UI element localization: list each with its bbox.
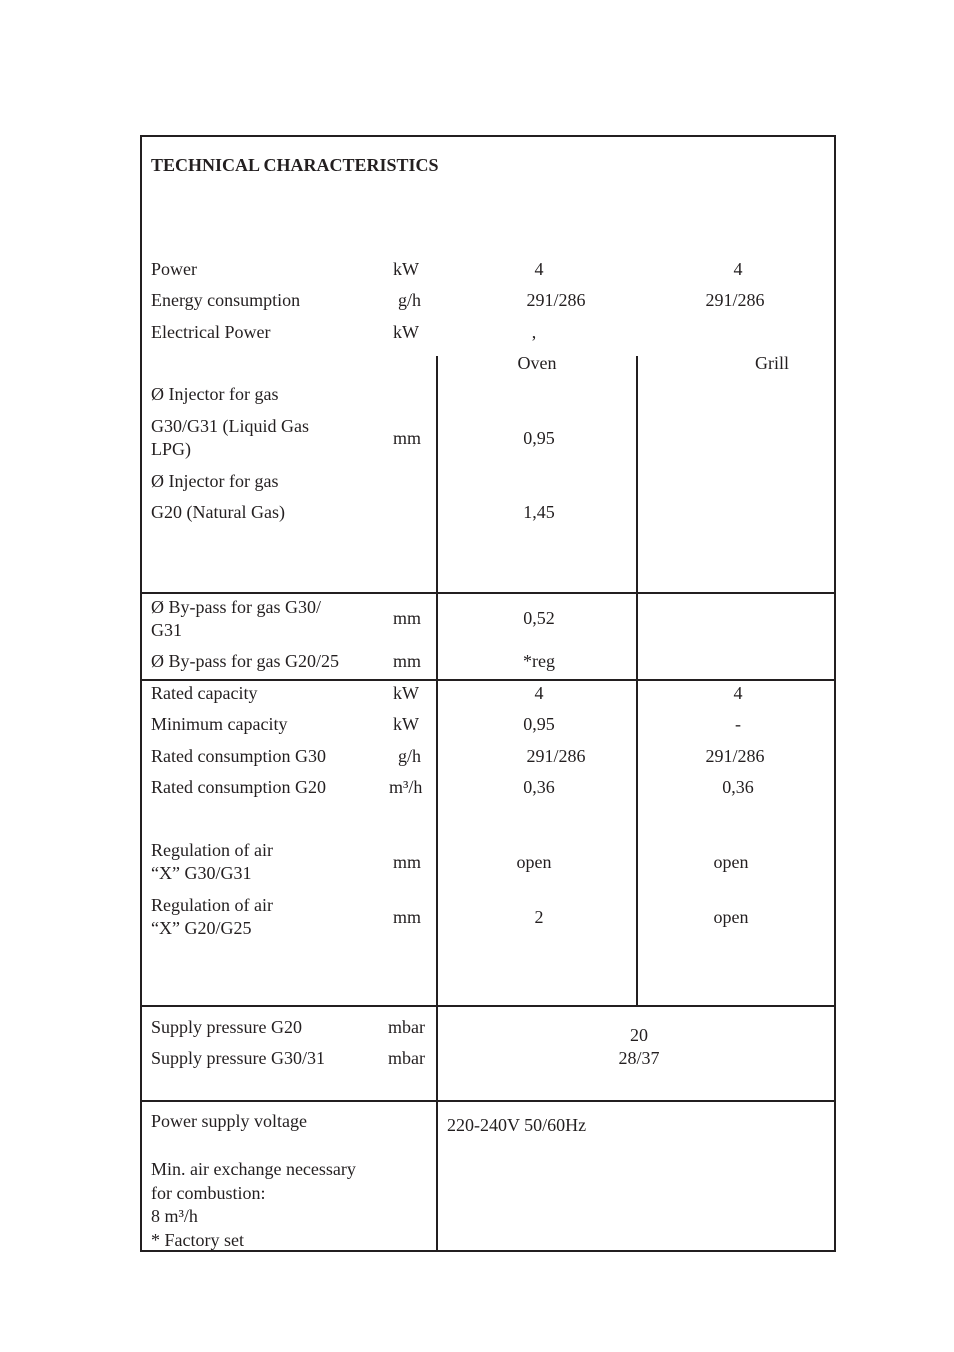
column-divider-middle <box>636 356 638 1006</box>
supply-g20-unit: mbar <box>388 1017 425 1037</box>
electrical-value: , <box>531 322 537 342</box>
air-g20-label-1: Regulation of air <box>151 895 273 915</box>
air-g20-grill: open <box>713 907 749 927</box>
power-label: Power <box>151 259 197 279</box>
air-g20-label-2: “X” G20/G25 <box>151 918 252 938</box>
bypass-g20-label: Ø By-pass for gas G20/25 <box>151 651 339 671</box>
page-title: TECHNICAL CHARACTERISTICS <box>151 155 439 175</box>
minimum-capacity-grill: - <box>735 714 741 734</box>
minimum-capacity-unit: kW <box>393 714 419 734</box>
divider-injectors-bottom <box>140 592 836 594</box>
injector-lpg-label-1: Ø Injector for gas <box>151 384 279 404</box>
bypass-g30-unit: mm <box>393 608 422 628</box>
injector-lpg-label-2: G30/G31 (Liquid Gas LPG) <box>151 416 309 459</box>
injector-ng-label-2: G20 (Natural Gas) <box>151 502 285 522</box>
air-exchange-line-2: for combustion: <box>151 1183 266 1203</box>
supply-g20-value: 20 <box>630 1025 648 1045</box>
air-g30-unit: mm <box>393 852 422 872</box>
column-header-grill: Grill <box>755 353 789 373</box>
power-value-2: 4 <box>733 259 743 279</box>
consumption-g30-grill: 291/286 <box>705 746 765 766</box>
divider-capacity-bottom <box>140 1005 836 1007</box>
rated-capacity-oven: 4 <box>534 683 544 703</box>
air-g30-label-1: Regulation of air <box>151 840 273 860</box>
energy-label: Energy consumption <box>151 290 301 310</box>
divider-supply-bottom <box>140 1100 836 1102</box>
air-exchange-line-3: 8 m³/h <box>151 1206 198 1226</box>
air-g20-unit: mm <box>393 907 422 927</box>
supply-g30-label: Supply pressure G30/31 <box>151 1048 325 1068</box>
energy-value-1: 291/286 <box>526 290 586 310</box>
divider-bypass-bottom <box>140 679 836 681</box>
minimum-capacity-label: Minimum capacity <box>151 714 288 734</box>
power-value-1: 4 <box>534 259 544 279</box>
injector-ng-value: 1,45 <box>523 502 555 522</box>
rated-capacity-unit: kW <box>393 683 419 703</box>
bypass-g20-value: *reg <box>523 651 555 671</box>
supply-g30-value: 28/37 <box>618 1048 660 1068</box>
consumption-g20-unit: m³/h <box>389 777 423 797</box>
power-unit: kW <box>393 259 419 279</box>
supply-g20-label: Supply pressure G20 <box>151 1017 302 1037</box>
bypass-g20-unit: mm <box>393 651 422 671</box>
rated-capacity-grill: 4 <box>733 683 743 703</box>
air-g30-label-2: “X” G30/G31 <box>151 863 252 883</box>
minimum-capacity-oven: 0,95 <box>523 714 555 734</box>
rated-capacity-label: Rated capacity <box>151 683 258 703</box>
power-supply-label: Power supply voltage <box>151 1111 307 1131</box>
injector-ng-label-1: Ø Injector for gas <box>151 471 279 491</box>
consumption-g20-oven: 0,36 <box>523 777 555 797</box>
power-supply-value: 220-240V 50/60Hz <box>447 1115 587 1135</box>
consumption-g30-unit: g/h <box>398 746 422 766</box>
consumption-g20-label: Rated consumption G20 <box>151 777 326 797</box>
air-g30-grill: open <box>713 852 749 872</box>
bypass-g30-value: 0,52 <box>523 608 555 628</box>
air-g30-oven: open <box>516 852 552 872</box>
consumption-g30-label: Rated consumption G30 <box>151 746 326 766</box>
factory-set-footnote: * Factory set <box>151 1230 244 1250</box>
column-header-oven: Oven <box>517 353 557 373</box>
air-g20-oven: 2 <box>534 907 544 927</box>
column-divider-left <box>436 356 438 1252</box>
electrical-label: Electrical Power <box>151 322 271 342</box>
energy-unit: g/h <box>398 290 422 310</box>
consumption-g20-grill: 0,36 <box>722 777 754 797</box>
injector-lpg-unit: mm <box>393 428 422 448</box>
injector-lpg-value: 0,95 <box>523 428 555 448</box>
consumption-g30-oven: 291/286 <box>526 746 586 766</box>
bypass-g30-label: Ø By-pass for gas G30/ G31 <box>151 597 321 640</box>
electrical-unit: kW <box>393 322 419 342</box>
energy-value-2: 291/286 <box>705 290 765 310</box>
supply-g30-unit: mbar <box>388 1048 425 1068</box>
air-exchange-line-1: Min. air exchange necessary <box>151 1159 356 1179</box>
